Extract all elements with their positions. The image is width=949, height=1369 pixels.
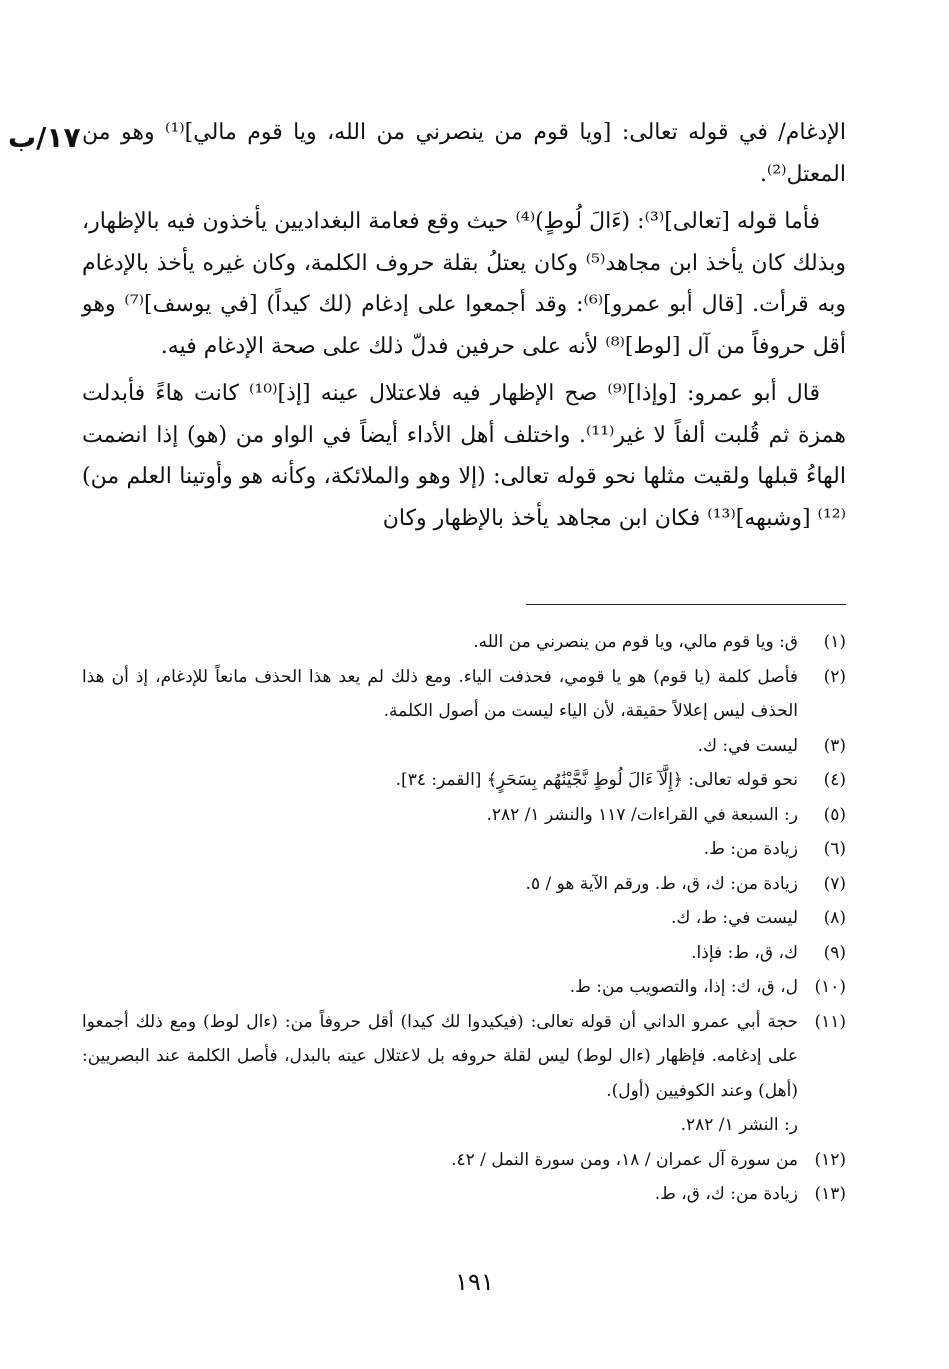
footnote-2 <box>82 660 846 729</box>
footnote-text: ر: النشر ١/ ٢٨٢. <box>680 1115 798 1135</box>
main-text <box>82 112 846 539</box>
footnote-separator <box>526 604 846 605</box>
footnote-number: (٢) <box>823 666 846 687</box>
footnote-text: زيادة من: ك، ق، ط. <box>654 1184 798 1204</box>
footnote-number: (٨) <box>823 908 846 928</box>
paragraph-1: الإدغام/ في قوله تعالى: [ويا قوم من ينصرني من الله، ويا قوم مالي]⁽¹⁾ وهو من المعتل⁽²⁾. <box>82 120 846 187</box>
footnote-10 <box>82 970 846 1005</box>
page-number: ١٩١ <box>455 1268 494 1296</box>
footnote-text: زيادة من: ط. <box>703 839 798 859</box>
footnote-text: ك، ق، ط: فإذا. <box>691 942 798 963</box>
footnote-number: (١١) <box>814 1011 846 1032</box>
footnote-text: من سورة آل عمران / ١٨، ومن سورة النمل / ٤٢. <box>451 1149 798 1170</box>
footnote-text: فأصل كلمة (يا قوم) هو يا قومي، فحذفت الياء. ومع ذلك لم يعد هذا الحذف مانعاً للإدغام، إذ أن هذا الحذف ليس إعلالاً حقيقة، لأن الياء ليست من أصول الكلمة. <box>82 666 798 721</box>
footnote-7 <box>82 867 846 902</box>
footnote-number: (١٢) <box>814 1149 846 1170</box>
footnote-number: (٦) <box>823 839 846 859</box>
footnote-text: ر: السبعة في القراءات/ ١١٧ والنشر ١/ ٢٨٢. <box>486 804 798 825</box>
footnote-text: ليست في: ط، ك. <box>670 908 798 928</box>
footnote-text: زيادة من: ك، ق، ط. ورقم الآية هو / ٥. <box>525 873 798 894</box>
footnote-text: ل، ق، ك: إذا، والتصويب من: ط. <box>569 977 798 997</box>
paragraph-2: فأما قوله [تعالى]⁽³⁾: (ءَالَ لُوطٍ)⁽⁴⁾ حيث وقع فعامة البغداديين يأخذون فيه بالإظهار، وبذلك كان يأخذ ابن مجاهد⁽⁵⁾ وكان يعتلُ بقلة حروف الكلمة، وكان غيره يأخذ بالإدغام وبه قرأت. [قال أبو عمرو]⁽⁶⁾: وقد أجمعوا على إدغام (لك كيداً) [في يوسف]⁽⁷⁾ وهو أقل حروفاً من آل [لوط]⁽⁸⁾ لأنه على حرفين فدلّ ذلك على صحة الإدغام فيه. <box>82 209 846 359</box>
footnote-number: (١٣) <box>814 1184 846 1204</box>
footnote-text: نحو قوله تعالى: ﴿إِلَّآ ءَالَ لُوطٍ نَّجَّيْنَٰهُم بِسَحَرٍ﴾ [القمر: ٣٤]. <box>395 770 798 790</box>
footnote-11 <box>82 1005 846 1109</box>
margin-folio-reference: ١٧/ب <box>8 121 81 154</box>
footnote-number <box>798 1108 846 1143</box>
footnote-number: (١٠) <box>814 977 846 997</box>
footnote-text: حجة أبي عمرو الداني أن قوله تعالى: (فيكيدوا لك كيدا) أقل حروفاً من: (ءال لوط) ومع ذلك أجمعوا على إدغامه. فإظهار (ءال لوط) ليس لقلة حروفه بل لاعتلال عينه بالبدل، فأصل الكلمة عند البصريين: (أهل) وعند الكوفيين (أول). <box>82 1011 799 1101</box>
footnote-number: (٤) <box>823 770 846 790</box>
footnote-8 <box>82 901 846 936</box>
footnote-number: (٣) <box>823 735 846 756</box>
footnotes <box>82 625 846 1212</box>
footnote-number: (٩) <box>823 942 846 963</box>
footnote-11-reference <box>82 1108 846 1143</box>
footnote-9 <box>82 936 846 971</box>
footnote-text: ق: ويا قوم مالي، ويا قوم من ينصرني من الله. <box>473 632 798 652</box>
footnote-number: (٥) <box>823 804 846 825</box>
footnote-number: (١) <box>823 632 846 652</box>
footnote-3 <box>82 729 846 764</box>
footnote-13 <box>82 1177 846 1212</box>
footnote-4 <box>82 763 846 798</box>
paragraph-3: قال أبو عمرو: [وإذا]⁽⁹⁾ صح الإظهار فيه فلاعتلال عينه [إذ]⁽¹⁰⁾ كانت هاءً فأبدلت همزة ثم قُلبت ألفاً لا غير⁽¹¹⁾. واختلف أهل الأداء أيضاً في الواو من (هو) إذا انضمت الهاءُ قبلها ولقيت مثلها نحو قوله تعالى: (إلا وهو والملائكة، وكأنه هو وأوتينا العلم من)⁽¹²⁾ [وشبهه]⁽¹³⁾ فكان ابن مجاهد يأخذ بالإظهار وكان <box>82 381 846 531</box>
footnote-1 <box>82 625 846 660</box>
footnote-text: ليست في: ك. <box>697 735 798 756</box>
footnote-6 <box>82 832 846 867</box>
footnote-12 <box>82 1143 846 1178</box>
footnote-5 <box>82 798 846 833</box>
footnote-number: (٧) <box>823 873 846 894</box>
